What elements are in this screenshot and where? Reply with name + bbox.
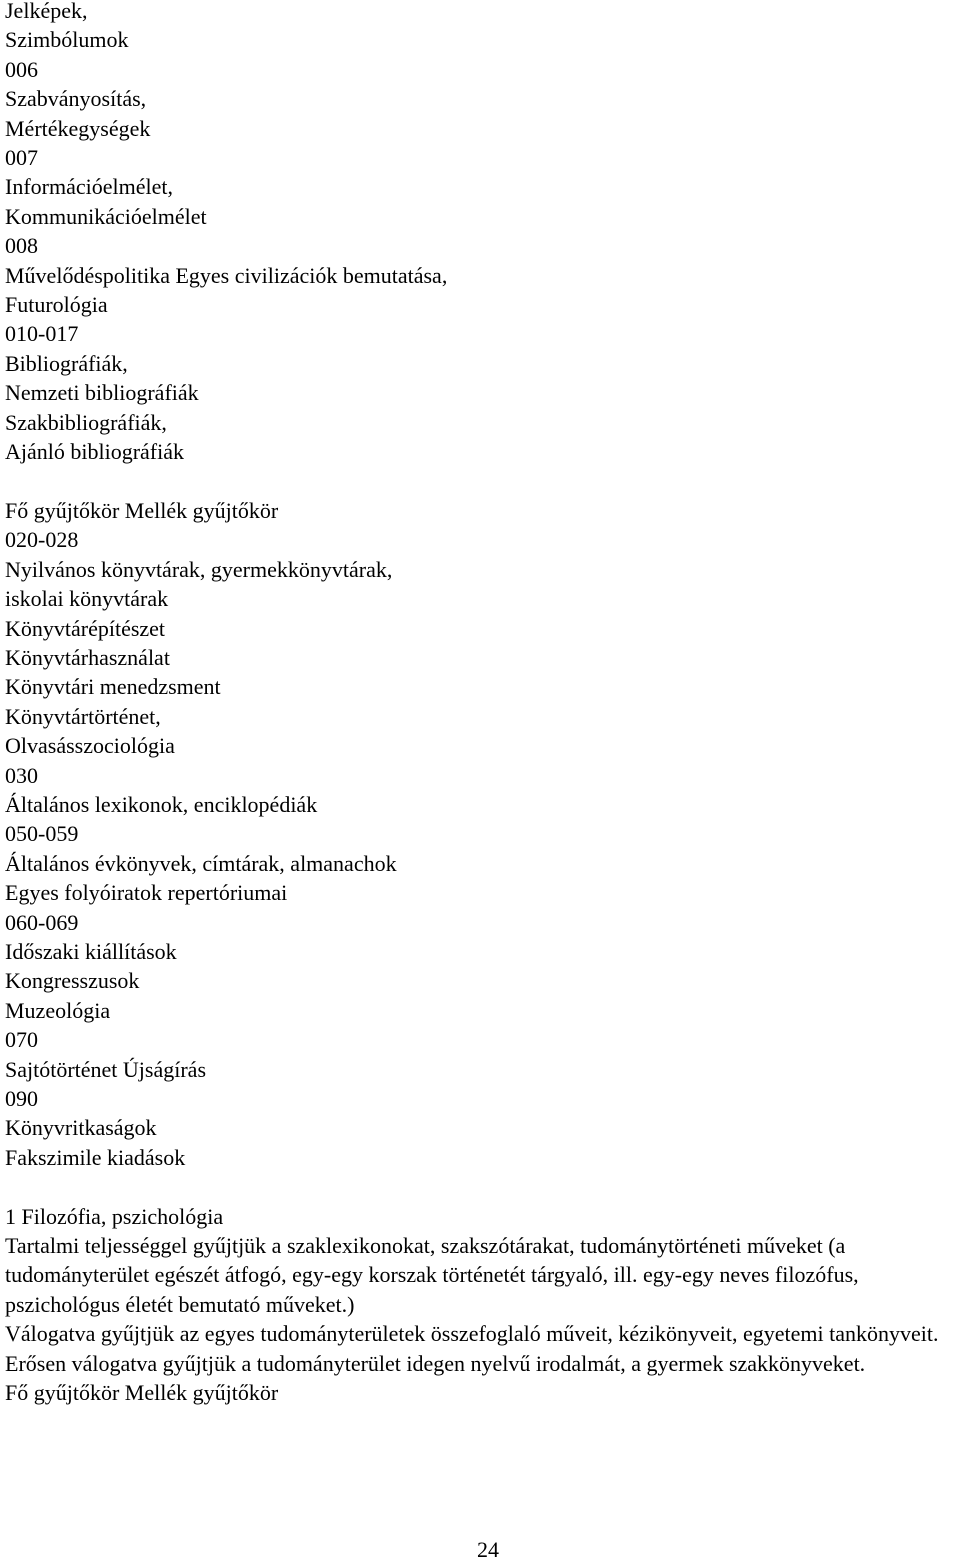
text-line: 030 bbox=[5, 762, 38, 788]
document-page bbox=[5, 0, 957, 1407]
section-1 bbox=[5, 1202, 957, 1408]
text-line: iskolai könyvtárak bbox=[5, 586, 169, 612]
text-line: Általános évkönyvek, címtárak, almanachok bbox=[5, 850, 397, 876]
text-line: Szimbólumok bbox=[5, 27, 129, 53]
section-000 bbox=[5, 0, 957, 467]
paragraph: Tartalmi teljességgel gyűjtjük a szaklexikonokat, szakszótárakat, tudománytörténeti műveket (a tudományterület egészét átfogó, egy-egy korszak történetét tárgyaló, ill. egy-egy neves filozófus, pszichológus életét bemutató műveket.) bbox=[5, 1233, 859, 1317]
text-line: Mértékegységek bbox=[5, 115, 151, 141]
text-line: Jelképek, bbox=[5, 0, 88, 23]
text-line: Szakbibliográfiák, bbox=[5, 409, 167, 435]
page-number: 24 bbox=[477, 1537, 499, 1562]
text-line: 070 bbox=[5, 1027, 38, 1053]
text-line: 006 bbox=[5, 56, 38, 82]
text-line: Könyvtárépítészet bbox=[5, 615, 166, 641]
blank-line bbox=[5, 1172, 957, 1201]
text-line: Futurológia bbox=[5, 292, 108, 318]
text-line: Sajtótörténet Újságírás bbox=[5, 1056, 207, 1082]
text-line: 020-028 bbox=[5, 527, 79, 553]
text-line: Időszaki kiállítások bbox=[5, 938, 177, 964]
text-line: Muzeológia bbox=[5, 997, 111, 1023]
text-line: 060-069 bbox=[5, 909, 79, 935]
text-line: Olvasásszociológia bbox=[5, 733, 175, 759]
text-line: Bibliográfiák, bbox=[5, 350, 128, 376]
text-line: Kommunikációelmélet bbox=[5, 203, 207, 229]
text-line: Nyilvános könyvtárak, gyermekkönyvtárak, bbox=[5, 556, 393, 582]
section-020 bbox=[5, 496, 957, 1172]
text-line: Fő gyűjtőkör Mellék gyűjtőkör bbox=[5, 1380, 279, 1406]
text-line: 010-017 bbox=[5, 321, 79, 347]
paragraph: Válogatva gyűjtjük az egyes tudományterületek összefoglaló műveit, kézikönyveit, egyetemi tankönyveit. bbox=[5, 1321, 939, 1347]
text-line: 090 bbox=[5, 1086, 38, 1112]
text-line: Szabványosítás, bbox=[5, 86, 147, 112]
text-line: 007 bbox=[5, 145, 38, 171]
text-line: Könyvtártörténet, bbox=[5, 703, 161, 729]
text-line: Könyvtári menedzsment bbox=[5, 674, 221, 700]
text-line: Ajánló bibliográfiák bbox=[5, 439, 185, 465]
text-line: Általános lexikonok, enciklopédiák bbox=[5, 791, 318, 817]
text-line: Fő gyűjtőkör Mellék gyűjtőkör bbox=[5, 497, 279, 523]
text-line: Művelődéspolitika Egyes civilizációk bemutatása, bbox=[5, 262, 448, 288]
text-line: Egyes folyóiratok repertóriumai bbox=[5, 880, 288, 906]
text-line: Könyvtárhasználat bbox=[5, 644, 170, 670]
text-line: 050-059 bbox=[5, 821, 79, 847]
section-heading: 1 Filozófia, pszichológia bbox=[5, 1203, 224, 1229]
text-line: Kongresszusok bbox=[5, 968, 140, 994]
text-line: Nemzeti bibliográfiák bbox=[5, 380, 199, 406]
text-line: Fakszimile kiadások bbox=[5, 1144, 186, 1170]
text-line: Információelmélet, bbox=[5, 174, 173, 200]
text-line: Könyvritkaságok bbox=[5, 1115, 157, 1141]
text-line: 008 bbox=[5, 233, 38, 259]
blank-line bbox=[5, 467, 957, 496]
paragraph: Erősen válogatva gyűjtjük a tudományterület idegen nyelvű irodalmát, a gyermek szakkönyveket. bbox=[5, 1350, 866, 1376]
